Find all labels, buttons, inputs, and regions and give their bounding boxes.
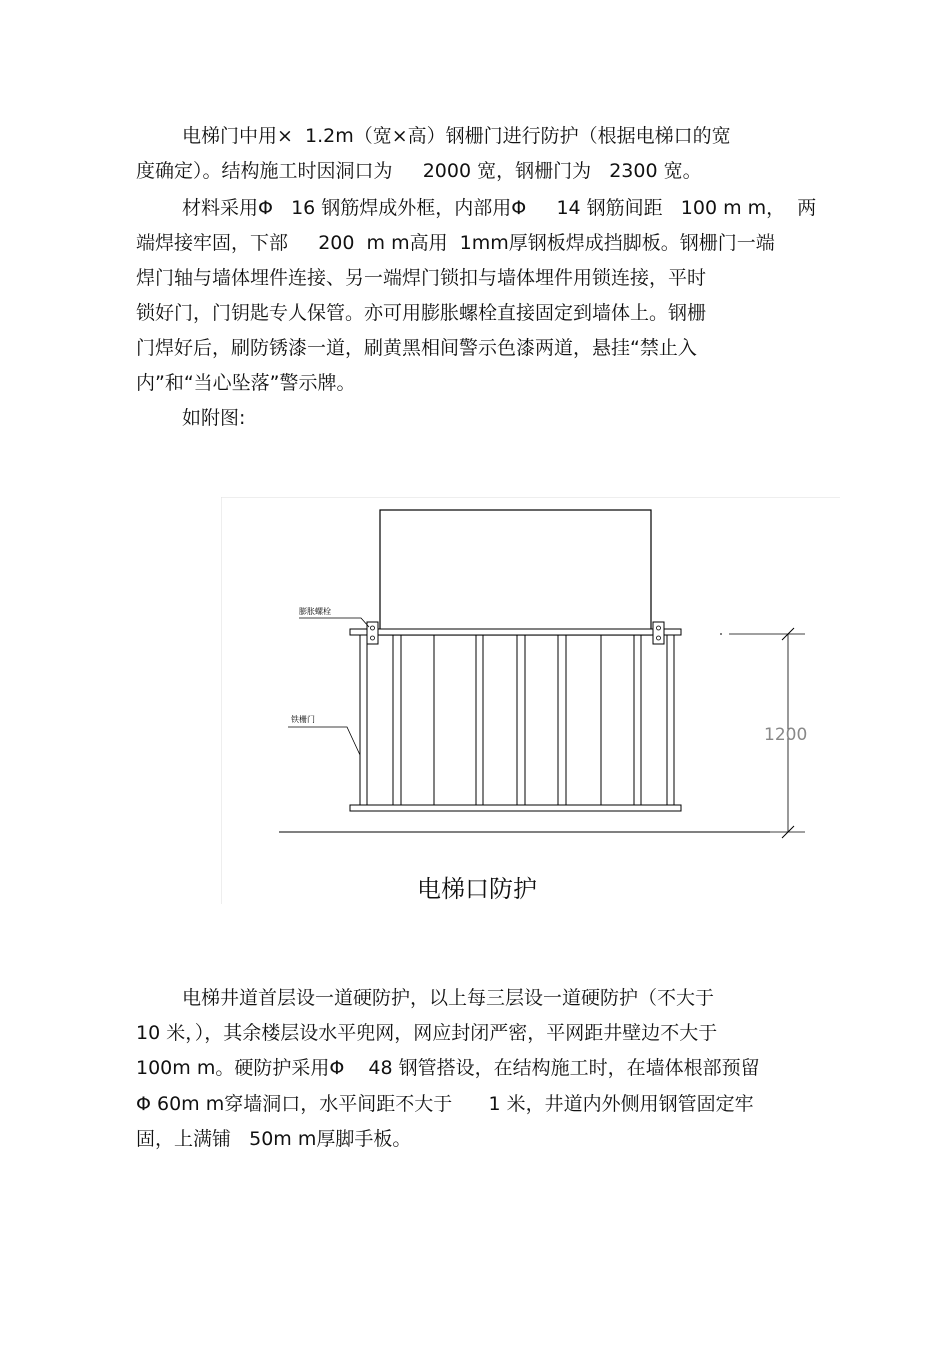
bolt-plate-right	[653, 622, 664, 644]
figure-caption: 电梯口防护	[417, 875, 537, 903]
paragraph1-line1: 电梯门中用× 1.2m（宽×高）钢栅门进行防护（根据电梯口的宽	[182, 125, 731, 147]
paragraph2-line5: 门焊好后，刷防锈漆一道，刷黄黑相间警示色漆两道，悬挂“禁止入	[136, 337, 697, 359]
paragraph2-line2: 端焊接牢固，下部 200 m m高用 1mm厚钢板焊成挡脚板。钢栅门一端	[136, 232, 775, 254]
leader-gate	[288, 727, 360, 755]
paragraph4-line2: 10 米，），其余楼层设水平兜网，网应封闭严密，平网距井壁边不大于	[136, 1022, 718, 1044]
paragraph2-line4: 锁好门，门钥匙专人保管。亦可用膨胀螺栓直接固定到墙体上。钢栅	[136, 302, 707, 324]
paragraph4-line5: 固，上满铺 50m m厚脚手板。	[136, 1128, 412, 1150]
paragraph3-text: 如附图:	[182, 407, 246, 429]
wall-opening	[380, 510, 651, 635]
bolt-plate-left	[367, 622, 378, 644]
paragraph4-line4: Φ 60m m穿墙洞口，水平间距不大于 1 米，井道内外侧用钢管固定牢	[136, 1093, 754, 1115]
paragraph1-line2: 度确定）。结构施工时因洞口为 2000 宽，钢栅门为 2300 宽。	[136, 160, 702, 182]
label-gate: 铁栅门	[291, 715, 315, 724]
gate-vertical-bars	[360, 635, 674, 805]
leader-bolt	[299, 618, 369, 627]
dimension-text: 1200	[764, 725, 808, 745]
gate-top-rail	[350, 629, 681, 635]
paragraph2-line6: 内”和“当心坠落”警示牌。	[136, 372, 356, 394]
paragraph2-line1: 材料采用Φ 16 钢筋焊成外框，内部用Φ 14 钢筋间距 100 m m， 两	[182, 197, 817, 219]
elevator-opening-protection-figure	[221, 497, 840, 904]
label-bolt: 膨胀螺栓	[299, 607, 331, 616]
paragraph2-line3: 焊门轴与墙体埋件连接、另一端焊门锁扣与墙体埋件用锁连接，平时	[136, 267, 707, 289]
paragraph4-line3: 100m m。硬防护采用Φ 48 钢管搭设，在结构施工时，在墙体根部预留	[136, 1057, 760, 1079]
paragraph4-line1: 电梯井道首层设一道硬防护，以上每三层设一道硬防护（不大于	[182, 987, 715, 1009]
gate-bottom-rail	[350, 805, 681, 811]
figure-drawing	[221, 497, 840, 904]
